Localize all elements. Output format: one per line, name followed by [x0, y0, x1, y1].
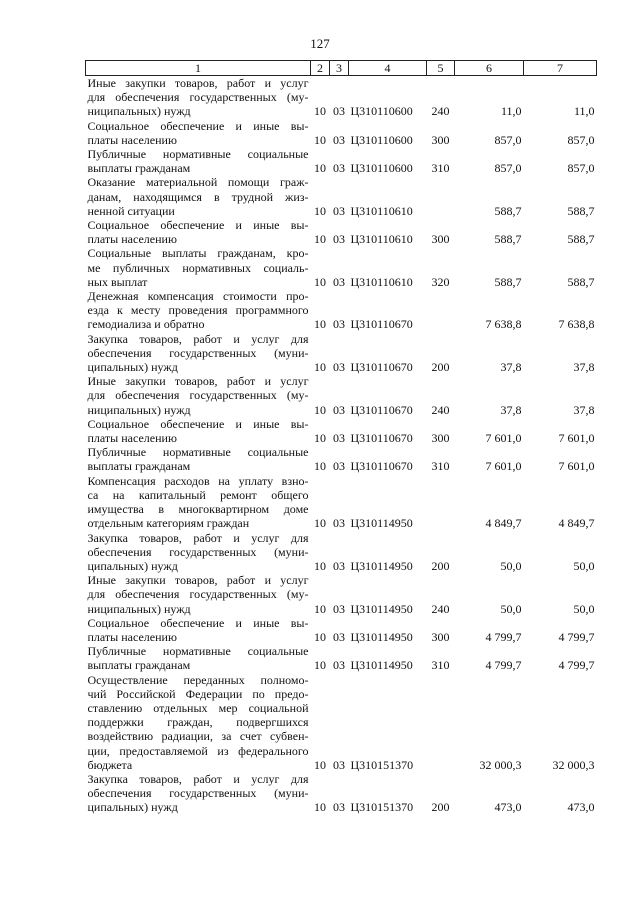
section-code: 10 — [314, 317, 326, 332]
description-line: ниципальных) нужд — [87, 402, 191, 417]
table-row — [86, 147, 597, 175]
table-row — [86, 474, 597, 531]
amount-col-6: 473,0 — [494, 800, 522, 815]
description-line: Закупка товаров, работ и услуг для — [87, 331, 309, 346]
subsection-code: 03 — [333, 431, 345, 446]
description-line: Иные закупки товаров, работ и услуг — [87, 374, 309, 389]
header-col-6: 6 — [455, 61, 524, 76]
expense-type-code: 240 — [431, 402, 450, 417]
header-col-5: 5 — [427, 61, 455, 76]
row-description — [86, 616, 311, 644]
target-article-code: Ц310110670 — [350, 402, 413, 417]
row-description — [86, 289, 311, 332]
section-code: 10 — [314, 800, 326, 815]
table-row — [86, 644, 597, 672]
section-code: 10 — [314, 757, 326, 772]
description-line: Публичные нормативные социальные — [87, 445, 309, 460]
expense-type-code: 200 — [431, 558, 450, 573]
row-description — [86, 417, 311, 445]
expense-type-code — [427, 673, 455, 772]
target-article-code: Ц310110600 — [350, 132, 413, 147]
description-line: для обеспечения государственных (му- — [87, 587, 309, 602]
target-article-code: Ц310151370 — [350, 757, 414, 772]
amount-col-6: 857,0 — [494, 132, 522, 147]
description-line: выплаты гражданам — [87, 161, 191, 176]
amount-col-7: 4 849,7 — [558, 516, 595, 531]
section-code: 10 — [314, 360, 326, 375]
table-row — [86, 616, 597, 644]
section-code: 10 — [314, 161, 326, 176]
target-article-code: Ц310114950 — [350, 658, 413, 673]
description-line: поддержки граждан, подвергшихся — [87, 715, 309, 730]
expense-type-code: 310 — [431, 161, 450, 176]
row-description — [86, 218, 311, 246]
description-line: Компенсация расходов на уплату взно- — [87, 473, 309, 488]
description-line: платы населению — [87, 132, 177, 147]
expense-type-code: 300 — [431, 629, 450, 644]
subsection-code: 03 — [333, 629, 345, 644]
amount-col-7: 588,7 — [567, 274, 595, 289]
target-article-code: Ц310110610 — [350, 232, 413, 247]
description-line: гемодиализа и обратно — [87, 317, 205, 332]
description-line: данам, находящимся в трудной жиз- — [87, 189, 309, 204]
description-line: Оказание материальной помощи граж- — [87, 175, 309, 190]
expense-type-code: 240 — [431, 601, 450, 616]
description-line: обеспечения государственных (муни- — [87, 786, 309, 801]
subsection-code: 03 — [333, 800, 345, 815]
header-col-4: 4 — [349, 61, 427, 76]
section-code: 10 — [314, 459, 326, 474]
expense-type-code: 200 — [431, 800, 450, 815]
section-code: 10 — [314, 203, 326, 218]
row-description — [86, 474, 311, 531]
amount-col-6: 7 601,0 — [485, 459, 522, 474]
row-description — [86, 332, 311, 375]
description-line: обеспечения государственных (муни- — [87, 345, 309, 360]
section-code: 10 — [314, 402, 326, 417]
table-row — [86, 531, 597, 574]
header-col-7: 7 — [524, 61, 597, 76]
row-description — [86, 76, 311, 119]
amount-col-7: 4 799,7 — [558, 629, 595, 644]
target-article-code: Ц310110670 — [350, 317, 413, 332]
description-line: чий Российской Федерации по предо- — [87, 686, 309, 701]
target-article-code: Ц310114950 — [350, 558, 413, 573]
description-line: Публичные нормативные социальные — [87, 644, 309, 659]
description-line: Осуществление переданных полномо- — [87, 672, 309, 687]
amount-col-6: 4 799,7 — [485, 658, 522, 673]
subsection-code: 03 — [333, 459, 345, 474]
subsection-code: 03 — [333, 757, 345, 772]
expense-type-code — [427, 175, 455, 218]
subsection-code: 03 — [333, 132, 345, 147]
section-code: 10 — [314, 431, 326, 446]
subsection-code: 03 — [333, 317, 345, 332]
amount-col-6: 32 000,3 — [479, 757, 522, 772]
amount-col-6: 857,0 — [494, 161, 522, 176]
subsection-code: 03 — [333, 601, 345, 616]
description-line: для обеспечения государственных (му- — [87, 388, 309, 403]
amount-col-6: 588,7 — [494, 203, 522, 218]
table-row — [86, 289, 597, 332]
row-description — [86, 374, 311, 417]
amount-col-7: 4 799,7 — [558, 658, 595, 673]
section-code: 10 — [314, 104, 326, 119]
section-code: 10 — [314, 629, 326, 644]
description-line: ниципальных) нужд — [87, 104, 191, 119]
table-row — [86, 573, 597, 616]
target-article-code: Ц310110600 — [350, 161, 413, 176]
description-line: выплаты гражданам — [87, 658, 191, 673]
description-line: Социальное обеспечение и иные вы- — [87, 615, 309, 630]
amount-col-7: 588,7 — [567, 203, 595, 218]
description-line: Социальное обеспечение и иные вы- — [87, 416, 309, 431]
amount-col-7: 50,0 — [573, 601, 595, 616]
description-line: для обеспечения государственных (му- — [87, 90, 309, 105]
target-article-code: Ц310110670 — [350, 431, 413, 446]
header-col-3: 3 — [330, 61, 349, 76]
amount-col-6: 50,0 — [500, 601, 522, 616]
amount-col-7: 11,0 — [573, 104, 595, 119]
description-line: Публичные нормативные социальные — [87, 147, 309, 162]
target-article-code: Ц310110670 — [350, 459, 413, 474]
description-line: Закупка товаров, работ и услуг для — [87, 771, 309, 786]
description-line: езда к месту проведения программного — [87, 303, 309, 318]
table-row — [86, 246, 597, 289]
table-row — [86, 417, 597, 445]
row-description — [86, 772, 311, 815]
amount-col-7: 857,0 — [567, 161, 595, 176]
amount-col-6: 7 601,0 — [485, 431, 522, 446]
table-row — [86, 76, 597, 119]
subsection-code: 03 — [333, 203, 345, 218]
description-line: са на капитальный ремонт общего — [87, 487, 309, 502]
subsection-code: 03 — [333, 360, 345, 375]
subsection-code: 03 — [333, 658, 345, 673]
subsection-code: 03 — [333, 516, 345, 531]
description-line: Закупка товаров, работ и услуг для — [87, 530, 309, 545]
expense-type-code — [427, 289, 455, 332]
page-number: 127 — [310, 36, 330, 51]
target-article-code: Ц310110600 — [350, 104, 413, 119]
expense-type-code: 300 — [431, 232, 450, 247]
amount-col-6: 588,7 — [494, 274, 522, 289]
table-row — [86, 772, 597, 815]
expense-type-code: 320 — [431, 274, 450, 289]
amount-col-6: 7 638,8 — [485, 317, 522, 332]
description-line: ципальных) нужд — [87, 800, 178, 815]
subsection-code: 03 — [333, 232, 345, 247]
amount-col-7: 37,8 — [573, 402, 595, 417]
section-code: 10 — [314, 558, 326, 573]
subsection-code: 03 — [333, 402, 345, 417]
table-row — [86, 445, 597, 473]
subsection-code: 03 — [333, 161, 345, 176]
description-line: Иные закупки товаров, работ и услуг — [87, 76, 309, 90]
description-line: имущества в многоквартирном доме — [87, 502, 309, 517]
header-row — [86, 61, 597, 76]
target-article-code: Ц310110610 — [350, 203, 413, 218]
row-description — [86, 147, 311, 175]
description-line: ненной ситуации — [87, 203, 175, 218]
description-line: ных выплат — [87, 274, 148, 289]
description-line: обеспечения государственных (муни- — [87, 544, 309, 559]
row-description — [86, 175, 311, 218]
amount-col-7: 7 601,0 — [558, 431, 595, 446]
target-article-code: Ц310151370 — [350, 800, 414, 815]
description-line: воздействию радиации, за счет субвен- — [87, 729, 309, 744]
description-line: Иные закупки товаров, работ и услуг — [87, 573, 309, 588]
description-line: ме публичных нормативных социаль- — [87, 260, 309, 275]
header-col-2: 2 — [311, 61, 330, 76]
row-description — [86, 644, 311, 672]
target-article-code: Ц310114950 — [350, 516, 413, 531]
description-line: выплаты гражданам — [87, 459, 191, 474]
expense-type-code: 310 — [431, 459, 450, 474]
section-code: 10 — [314, 132, 326, 147]
amount-col-6: 50,0 — [500, 558, 522, 573]
description-line: ции, предоставляемой из федерального — [87, 743, 309, 758]
amount-col-6: 4 849,7 — [485, 516, 522, 531]
table-header — [86, 61, 597, 76]
expense-type-code: 310 — [431, 658, 450, 673]
description-line: ципальных) нужд — [87, 360, 178, 375]
section-code: 10 — [314, 232, 326, 247]
expense-type-code: 240 — [431, 104, 450, 119]
section-code: 10 — [314, 274, 326, 289]
amount-col-7: 37,8 — [573, 360, 595, 375]
section-code: 10 — [314, 658, 326, 673]
description-line: платы населению — [87, 232, 177, 247]
description-line: ставлению отдельных мер социальной — [87, 700, 309, 715]
description-line: платы населению — [87, 629, 177, 644]
table-row — [86, 673, 597, 772]
section-code: 10 — [314, 601, 326, 616]
description-line: платы населению — [87, 431, 177, 446]
amount-col-7: 32 000,3 — [552, 757, 595, 772]
amount-col-7: 473,0 — [567, 800, 595, 815]
amount-col-7: 588,7 — [567, 232, 595, 247]
description-line: Социальное обеспечение и иные вы- — [87, 218, 309, 233]
description-line: бюджета — [87, 757, 133, 772]
amount-col-6: 11,0 — [500, 104, 522, 119]
budget-table — [85, 60, 597, 815]
description-line: ципальных) нужд — [87, 558, 178, 573]
row-description — [86, 573, 311, 616]
target-article-code: Ц310110610 — [350, 274, 413, 289]
table-body — [86, 76, 597, 815]
row-description — [86, 673, 311, 772]
description-line: Социальное обеспечение и иные вы- — [87, 118, 309, 133]
table-row — [86, 374, 597, 417]
amount-col-7: 7 601,0 — [558, 459, 595, 474]
row-description — [86, 246, 311, 289]
expense-type-code: 200 — [431, 360, 450, 375]
description-line: ниципальных) нужд — [87, 601, 191, 616]
description-line: отдельным категориям граждан — [87, 516, 250, 531]
header-col-1: 1 — [86, 61, 311, 76]
expense-type-code: 300 — [431, 431, 450, 446]
amount-col-7: 7 638,8 — [558, 317, 595, 332]
row-description — [86, 445, 311, 473]
amount-col-6: 4 799,7 — [485, 629, 522, 644]
target-article-code: Ц310110670 — [350, 360, 413, 375]
subsection-code: 03 — [333, 274, 345, 289]
table-row — [86, 119, 597, 147]
target-article-code: Ц310114950 — [350, 629, 413, 644]
table-row — [86, 218, 597, 246]
amount-col-7: 857,0 — [567, 132, 595, 147]
amount-col-7: 50,0 — [573, 558, 595, 573]
description-line: Денежная компенсация стоимости про- — [87, 289, 309, 304]
target-article-code: Ц310114950 — [350, 601, 413, 616]
expense-type-code: 300 — [431, 132, 450, 147]
row-description — [86, 531, 311, 574]
expense-type-code — [427, 474, 455, 531]
table-row — [86, 332, 597, 375]
section-code: 10 — [314, 516, 326, 531]
amount-col-6: 588,7 — [494, 232, 522, 247]
subsection-code: 03 — [333, 104, 345, 119]
subsection-code: 03 — [333, 558, 345, 573]
table-row — [86, 175, 597, 218]
amount-col-6: 37,8 — [500, 360, 522, 375]
row-description — [86, 119, 311, 147]
amount-col-6: 37,8 — [500, 402, 522, 417]
description-line: Социальные выплаты гражданам, кро- — [87, 246, 309, 261]
